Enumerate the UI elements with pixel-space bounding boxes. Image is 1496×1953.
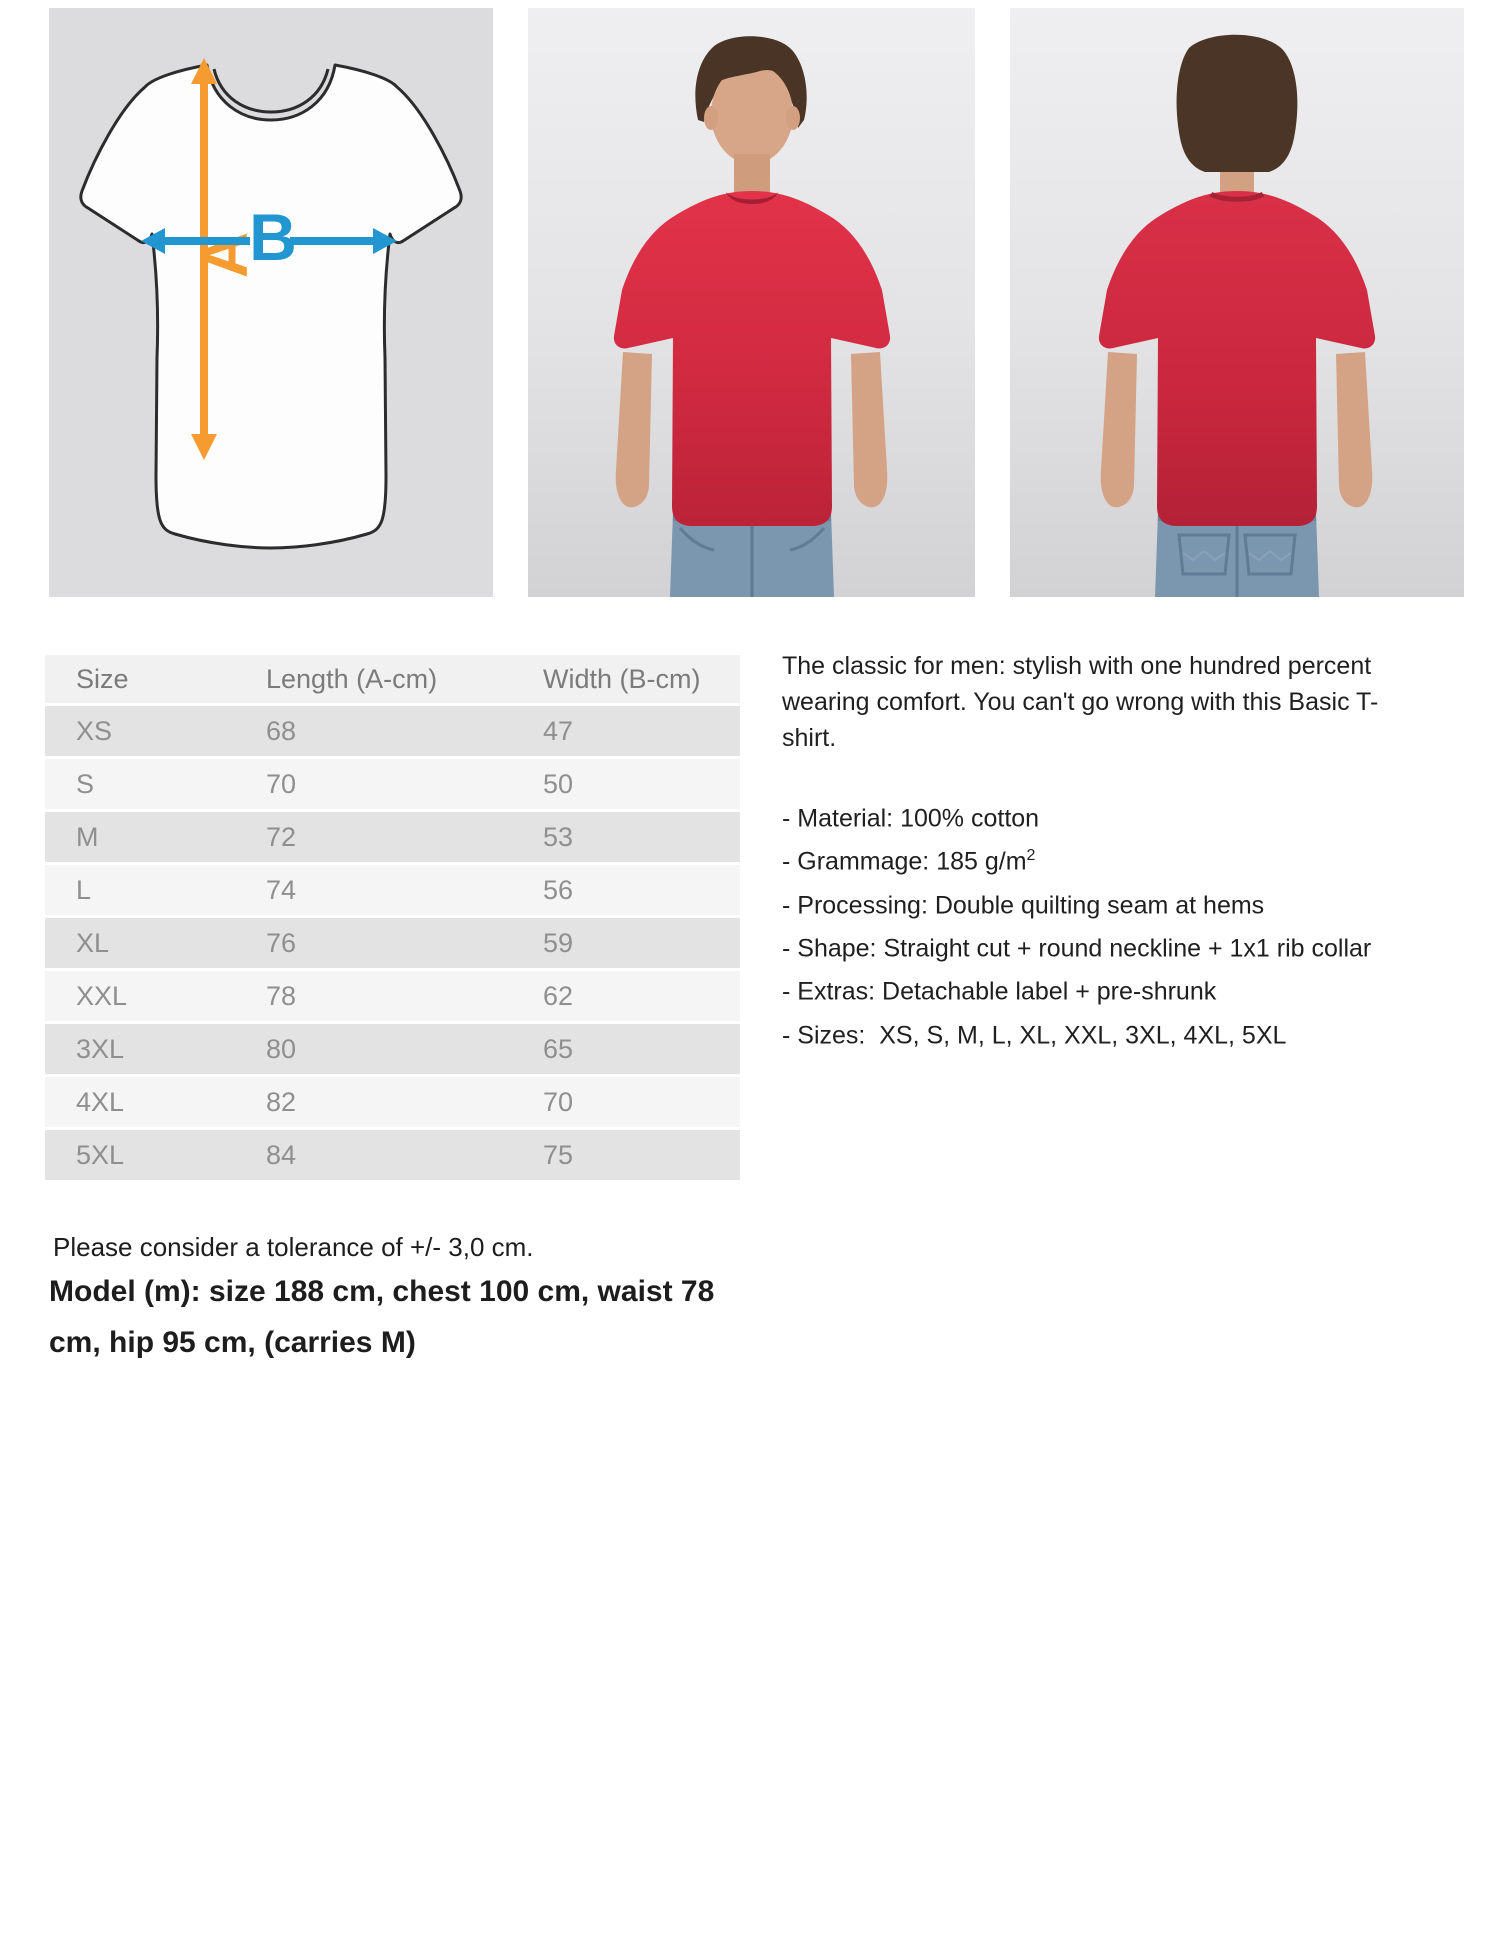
spec-shape: - Shape: Straight cut + round neckline + 1x1 rib collar: [782, 934, 1372, 963]
tolerance-note: Please consider a tolerance of +/- 3,0 cm.: [53, 1232, 534, 1262]
size-cell: S: [76, 768, 95, 799]
header-length: Length (A-cm): [266, 663, 438, 694]
model-back-illustration: [1010, 8, 1464, 597]
table-row: [45, 865, 740, 915]
label-b: B: [249, 200, 297, 274]
length-cell: 78: [266, 980, 297, 1011]
size-cell: 4XL: [76, 1086, 125, 1117]
spec-grammage: - Grammage: 185 $g/m^2$: [782, 847, 1036, 876]
description-intro: The classic for men: stylish with one hundred percent wearing comfort. You can't go wrong with this Basic T-shirt.: [782, 652, 1379, 752]
width-cell: 47: [543, 715, 574, 746]
size-chart-diagram: [49, 8, 493, 597]
spec-processing: - Processing: Double quilting seam at hems: [782, 890, 1265, 919]
table-row: [45, 1077, 740, 1127]
table-row: [45, 706, 740, 756]
model-front-illustration: [528, 8, 975, 597]
length-cell: 84: [266, 1139, 297, 1170]
length-cell: 76: [266, 927, 297, 958]
spec-material: - Material: 100% cotton: [782, 804, 1040, 833]
table-row: [45, 971, 740, 1021]
size-cell: XXL: [76, 980, 128, 1011]
size-cell: M: [76, 821, 99, 852]
spec-list: [782, 794, 1472, 1054]
size-cell: XS: [76, 715, 113, 746]
width-cell: 75: [543, 1139, 574, 1170]
tshirt-outline: [81, 65, 461, 548]
length-cell: 82: [266, 1086, 297, 1117]
size-cell: 3XL: [76, 1033, 125, 1064]
model-info-line2: cm, hip 95 cm, (carries M): [49, 1326, 416, 1359]
model-photo-back: [1010, 8, 1464, 597]
length-cell: 72: [266, 821, 297, 852]
ear-left: [704, 106, 718, 130]
label-a: A: [189, 231, 261, 279]
size-cell: 5XL: [76, 1139, 125, 1170]
size-cell: XL: [76, 927, 110, 958]
width-cell: 65: [543, 1033, 574, 1064]
neck: [734, 154, 770, 194]
product-description: [782, 648, 1472, 1054]
table-row: [45, 1130, 740, 1180]
width-cell: 59: [543, 927, 574, 958]
width-cell: 62: [543, 980, 574, 1011]
size-table: [45, 655, 740, 1183]
size-table-header-row: [45, 655, 740, 703]
model-photo-front: [528, 8, 975, 597]
tshirt-measurement-illustration: [49, 8, 493, 597]
ear-right: [786, 106, 800, 130]
hair-back: [1177, 35, 1298, 172]
header-size: Size: [76, 663, 129, 694]
length-cell: 80: [266, 1033, 297, 1064]
table-row: [45, 759, 740, 809]
length-cell: 68: [266, 715, 297, 746]
size-cell: L: [76, 874, 92, 905]
table-row: [45, 918, 740, 968]
length-cell: 74: [266, 874, 297, 905]
table-row: [45, 1024, 740, 1074]
spec-sizes: - Sizes: XS, S, M, L, XL, XXL, 3XL, 4XL, 5XL: [782, 1020, 1287, 1049]
model-info-line1: Model (m): size 188 cm, chest 100 cm, waist 78: [49, 1275, 715, 1308]
width-cell: 70: [543, 1086, 574, 1117]
width-cell: 50: [543, 768, 574, 799]
length-cell: 70: [266, 768, 297, 799]
model-info: [49, 1266, 769, 1368]
width-cell: 53: [543, 821, 574, 852]
width-cell: 56: [543, 874, 574, 905]
header-width: Width (B-cm): [543, 663, 701, 694]
spec-extras: - Extras: Detachable label + pre-shrunk: [782, 977, 1217, 1006]
table-row: [45, 812, 740, 862]
